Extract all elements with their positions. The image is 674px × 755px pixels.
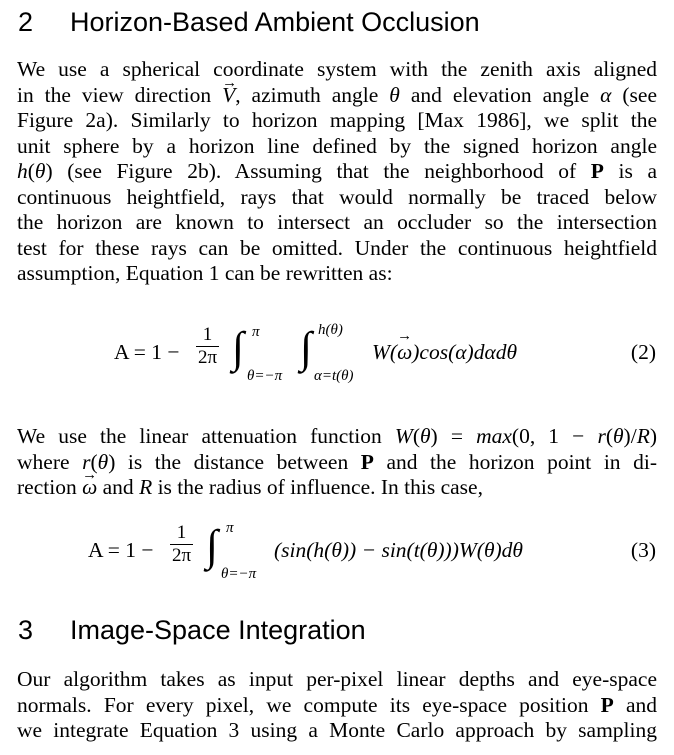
text-line: we integrate Equation 3 using a Monte Carlo approach by sampling: [17, 718, 657, 742]
text-line: test for these rays can be omitted. Under the continuous heightfield: [17, 235, 657, 260]
equation-lhs: A = 1 −: [88, 538, 154, 562]
text-line: assumption, Equation 1 can be rewritten as:: [17, 261, 393, 285]
integral-sign-outer: ∫: [232, 323, 245, 372]
paragraph-3: [17, 667, 657, 744]
equation-3: [0, 516, 674, 586]
inner-lower-limit: α=t(θ): [314, 368, 354, 384]
fraction-denominator: 2π: [198, 347, 218, 368]
equation-integrand: (sin(h(θ)) − sin(t(θ)))W(θ)dθ: [274, 538, 523, 562]
equation-fraction: [170, 522, 193, 567]
text-line: We use a spherical coordinate system with the zenith axis aligned: [17, 57, 657, 81]
text-line: We use the linear attenuation function W(θ) = max(0, 1 − r(θ)/R): [17, 424, 657, 448]
section-number: 3: [18, 615, 34, 645]
paragraph-2: [17, 424, 657, 501]
text-line: rection ω → and R is the radius of influence. In this case,: [17, 475, 657, 501]
fraction-numerator: 1: [176, 522, 187, 543]
upper-limit: π: [226, 520, 234, 536]
text-line: in the view direction V →, azimuth angle θ and elevation angle α (see: [17, 83, 657, 109]
equation-integrand-text: W(ω →)cos(α)dαdθ: [372, 340, 517, 365]
text-line: Figure 2a). Similarly to horizon mapping [Max 1986], we split the: [17, 108, 657, 132]
equation-number: (3): [630, 538, 656, 562]
text-line: h(θ) (see Figure 2b). Assuming that the neighborhood of P is a: [17, 159, 657, 183]
integral-sign-inner: ∫: [300, 323, 313, 372]
lower-limit: θ=−π: [221, 566, 257, 582]
equation-number: (2): [630, 340, 656, 364]
text-line: where r(θ) is the distance between P and the horizon point in di-: [17, 449, 657, 474]
fraction-numerator: 1: [202, 324, 213, 345]
text-line: Our algorithm takes as input per-pixel linear depths and eye-space: [17, 667, 657, 691]
section-heading-3: [18, 614, 366, 646]
outer-upper-limit: π: [252, 324, 260, 340]
equation-lhs: A = 1 −: [114, 340, 180, 364]
text-line: normals. For every pixel, we compute its eye-space position P and: [17, 692, 657, 717]
section-title: Horizon-Based Ambient Occlusion: [70, 7, 480, 37]
outer-lower-limit: θ=−π: [247, 368, 283, 384]
integral-sign: ∫: [206, 521, 219, 570]
section-number: 2: [18, 7, 34, 37]
text-line: continuous heightfield, rays that would normally be traced below: [17, 184, 657, 209]
inner-upper-limit: h(θ): [318, 322, 343, 338]
paragraph-1: [17, 57, 657, 287]
fraction-denominator: 2π: [172, 545, 192, 566]
text-line: the horizon are known to intersect an occluder so the intersection: [17, 210, 657, 234]
section-title: Image-Space Integration: [70, 615, 366, 645]
text-line: unit sphere by a horizon line defined by the signed horizon angle: [17, 133, 657, 158]
section-heading-2: [18, 6, 480, 38]
equation-fraction: [196, 324, 219, 369]
equation-2: [0, 318, 674, 390]
